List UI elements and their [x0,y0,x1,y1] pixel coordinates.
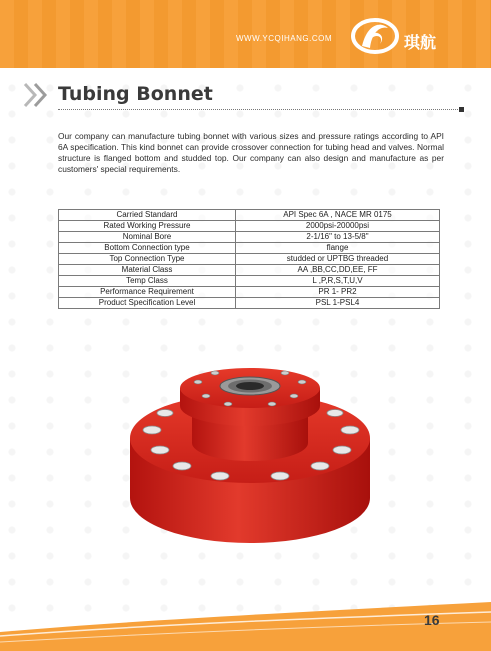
page-number: 16 [424,612,440,628]
intro-paragraph: Our company can manufacture tubing bonnet with various sizes and pressure ratings according to API 6A specification. This kind bonnet can provide crossover connection for tubing head and valves. Normal structure is flanged bottom and studded top. Our company can also design and manufacture as per customers' special requirements. [58,131,444,174]
spec-row [59,287,440,298]
spec-row [59,276,440,287]
spec-value: 2000psi-20000psi [236,221,440,232]
double-chevron-icon [22,82,56,108]
spec-label: Carried Standard [59,210,236,221]
spec-label: Performance Requirement [59,287,236,298]
spec-label: Nominal Bore [59,232,236,243]
title-end-marker [459,107,464,112]
spec-label: Rated Working Pressure [59,221,236,232]
title-underline [58,109,458,110]
spec-value: AA ,BB,CC,DD,EE, FF [236,265,440,276]
spec-row [59,221,440,232]
spec-row [59,232,440,243]
spec-row [59,265,440,276]
spec-label: Bottom Connection type [59,243,236,254]
tubing-bonnet-image [120,368,380,553]
spec-label: Product Specification Level [59,298,236,309]
spec-table-body [59,210,440,309]
header-band [0,0,491,68]
page-title: Tubing Bonnet [58,83,213,105]
spec-value: studded or UPTBG threaded [236,254,440,265]
spec-row [59,298,440,309]
spec-row [59,254,440,265]
spec-value: 2-1/16" to 13-5/8" [236,232,440,243]
spec-label: Top Connection Type [59,254,236,265]
spec-label: Temp Class [59,276,236,287]
spec-value: L ,P,R,S,T,U,V [236,276,440,287]
title-row [22,80,472,108]
footer-band [0,602,491,651]
spec-value: PR 1- PR2 [236,287,440,298]
spec-label: Material Class [59,265,236,276]
website-url[interactable]: WWW.YCQIHANG.COM [236,34,332,43]
spec-table [58,209,440,309]
spec-row [59,243,440,254]
spec-value: flange [236,243,440,254]
spec-row [59,210,440,221]
spec-value: PSL 1-PSL4 [236,298,440,309]
company-logo-icon [350,14,400,58]
spec-value: API Spec 6A , NACE MR 0175 [236,210,440,221]
logo-text: 琪航 [404,33,437,52]
